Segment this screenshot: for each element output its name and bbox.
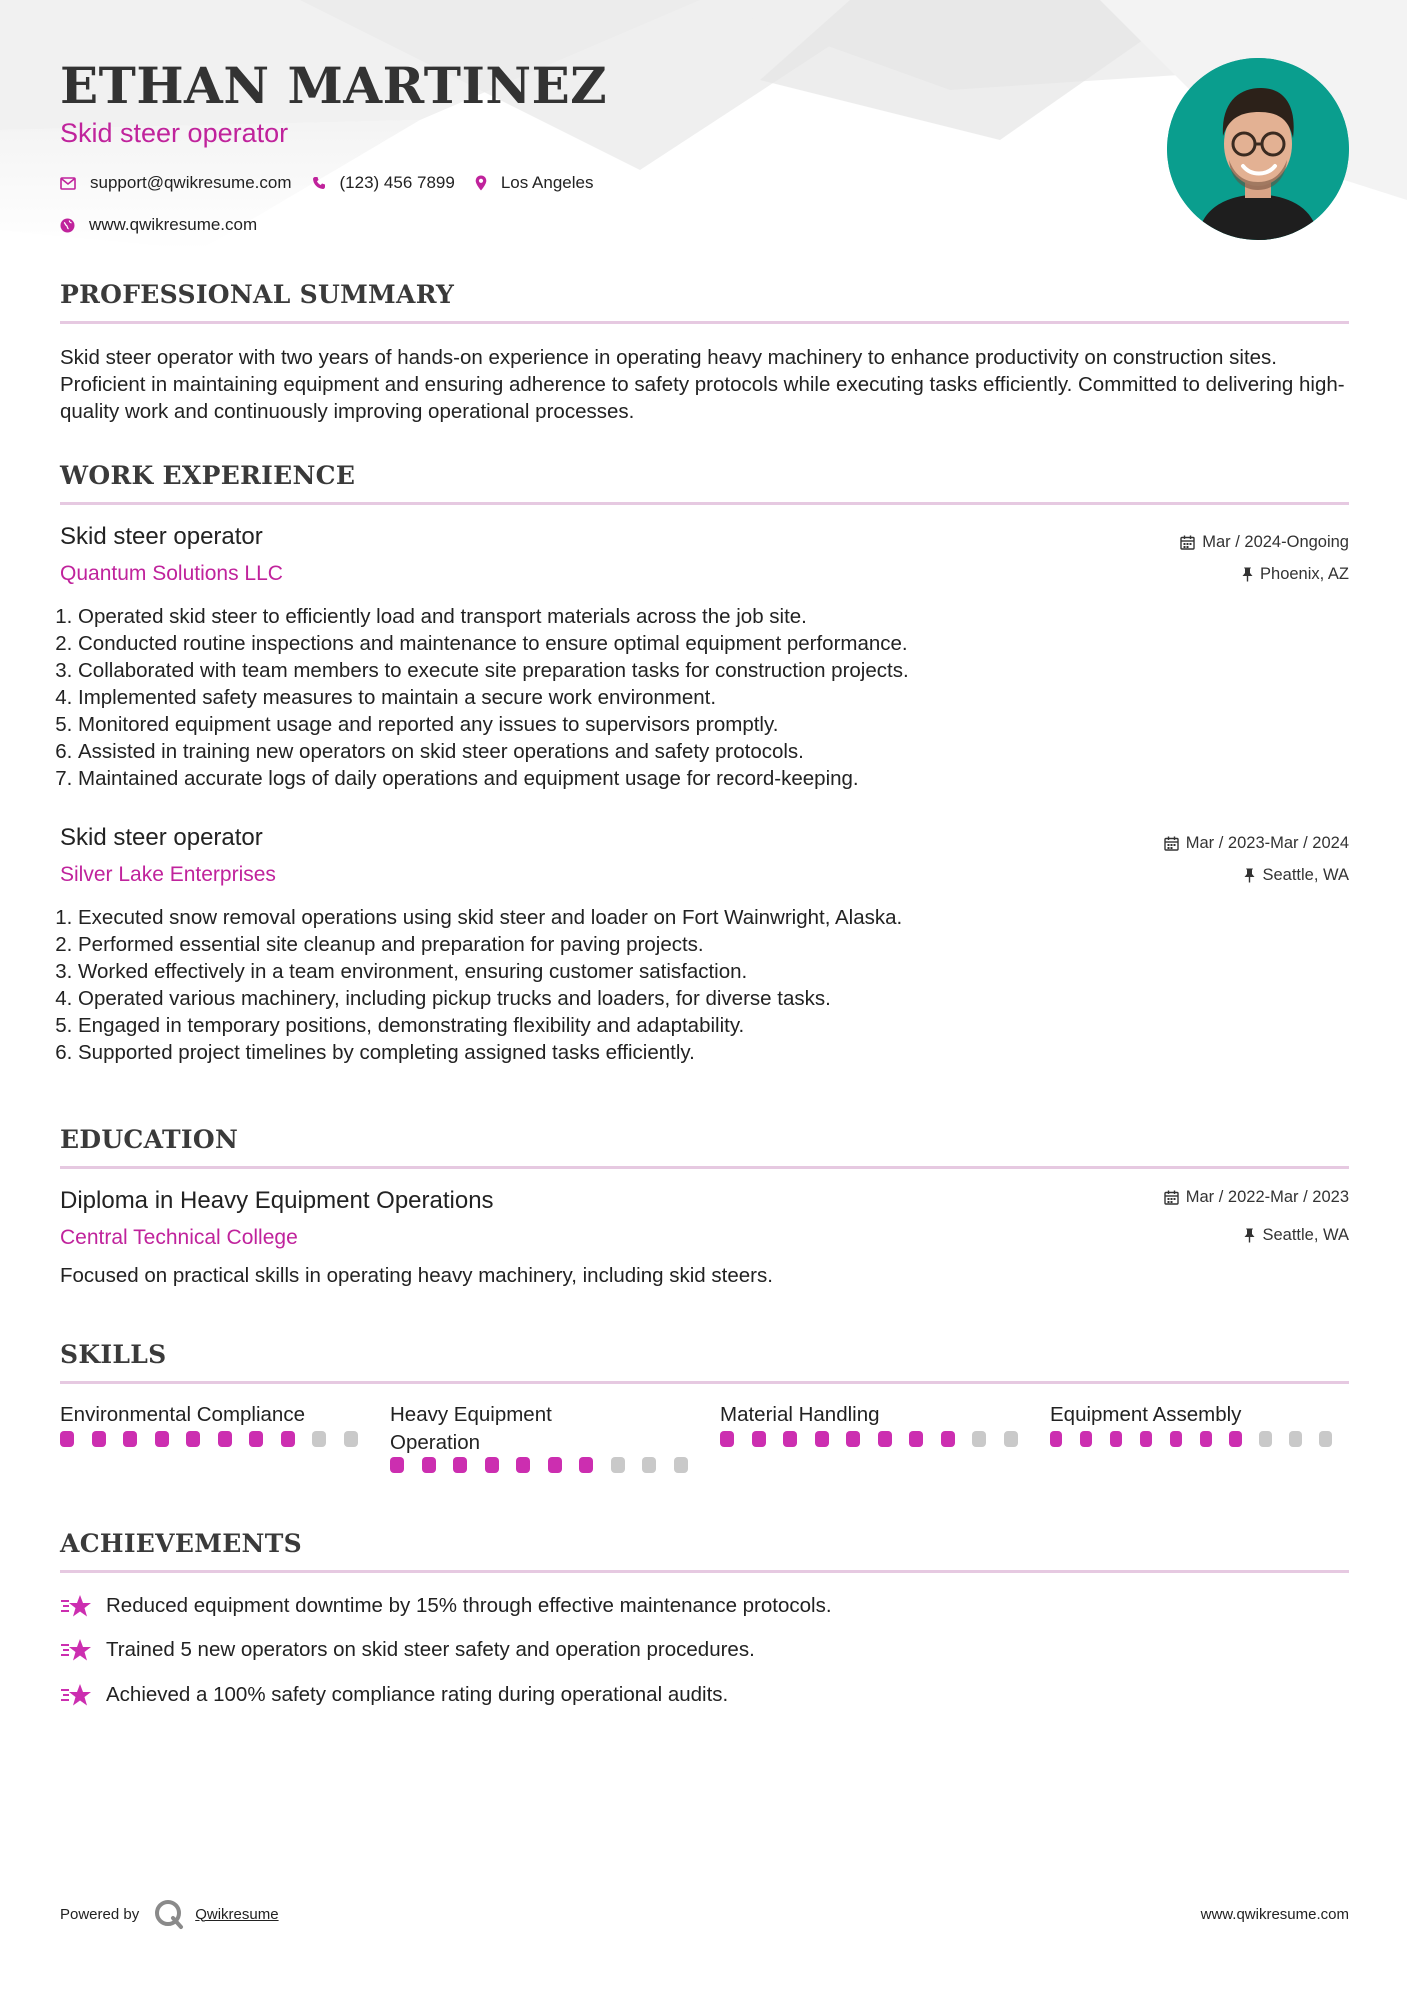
education-divider: [60, 1166, 1349, 1169]
rating-dot-filled: [218, 1431, 232, 1447]
job-1-location: [1242, 565, 1349, 584]
achievements-divider: [60, 1570, 1349, 1573]
rating-dot-filled: [878, 1431, 892, 1447]
phone-item: [312, 173, 455, 193]
rating-dot-empty: [1004, 1431, 1018, 1447]
rating-dot-filled: [1229, 1431, 1241, 1447]
star-icon: [60, 1593, 92, 1619]
skill-name: Heavy Equipment Operation: [390, 1403, 552, 1454]
job-2-location: [1244, 866, 1349, 885]
rating-dot-filled: [846, 1431, 860, 1447]
skill-rating: [720, 1431, 1050, 1447]
job-1-company: Quantum Solutions LLC: [60, 562, 283, 585]
job-2-location-text: Seattle, WA: [1262, 866, 1349, 884]
job-1-date: [1180, 533, 1349, 552]
job-1-duties: [54, 603, 909, 792]
star-icon: [60, 1637, 92, 1663]
website-item: [60, 215, 257, 235]
list-item: 1. Operated skid steer to efficiently load and transport materials across the job site.: [78, 603, 909, 630]
job-2-company: Silver Lake Enterprises: [60, 863, 276, 886]
achievement-text: Trained 5 new operators on skid steer safety and operation procedures.: [106, 1638, 755, 1661]
education-degree: Diploma in Heavy Equipment Operations: [60, 1187, 494, 1214]
website-text[interactable]: www.qwikresume.com: [89, 215, 258, 234]
rating-dot-filled: [249, 1431, 263, 1447]
rating-dot-filled: [390, 1457, 404, 1473]
job-title: Skid steer operator: [60, 118, 289, 148]
star-icon: [60, 1682, 92, 1708]
rating-dot-filled: [1080, 1431, 1092, 1447]
achievements-heading: ACHIEVEMENTS: [60, 1529, 302, 1558]
job-2-duties: [54, 904, 902, 1066]
rating-dot-filled: [752, 1431, 766, 1447]
rating-dot-empty: [1289, 1431, 1301, 1447]
job-2-date: [1164, 834, 1349, 853]
achievement-text: Reduced equipment downtime by 15% through effective maintenance protocols.: [106, 1594, 832, 1617]
candidate-name: ETHAN MARTINEZ: [60, 56, 608, 115]
list-item: 2. Performed essential site cleanup and preparation for paving projects.: [78, 931, 902, 958]
location-item: [475, 173, 594, 193]
location-text: Los Angeles: [500, 173, 594, 192]
rating-dot-filled: [453, 1457, 467, 1473]
summary-text: Skid steer operator with two years of hands-on experience in operating heavy machinery to enhance productivity on construction sites. Proficient in maintaining equipment and ensuring adherence to safety protocols while executing tasks efficiently. Committed to delivering high-quality work and continuously improving operational processes.: [60, 346, 1345, 423]
skill-rating: [1050, 1431, 1349, 1447]
email-item: [60, 173, 292, 193]
education-location-text: Seattle, WA: [1262, 1226, 1349, 1244]
rating-dot-empty: [1319, 1431, 1331, 1447]
skills-list: [60, 1401, 1349, 1473]
pushpin-icon: [1244, 1228, 1255, 1243]
rating-dot-filled: [548, 1457, 562, 1473]
rating-dot-empty: [674, 1457, 688, 1473]
education-date-text: Mar / 2022-Mar / 2023: [1185, 1188, 1349, 1206]
rating-dot-empty: [972, 1431, 986, 1447]
rating-dot-filled: [92, 1431, 106, 1447]
qwikresume-logo-icon: [153, 1898, 187, 1930]
rating-dot-filled: [186, 1431, 200, 1447]
phone-text[interactable]: (123) 456 7899: [339, 173, 455, 192]
rating-dot-filled: [783, 1431, 797, 1447]
profile-photo: [1167, 58, 1349, 240]
skill-rating: [60, 1431, 390, 1447]
rating-dot-filled: [1170, 1431, 1182, 1447]
achievement-item: [60, 1593, 832, 1619]
education-date: [1164, 1188, 1349, 1207]
job-1-location-text: Phoenix, AZ: [1260, 565, 1349, 583]
pushpin-icon: [1242, 567, 1253, 582]
list-item: 1. Executed snow removal operations using skid steer and loader on Fort Wainwright, Alaska.: [78, 904, 902, 931]
pushpin-icon: [1244, 868, 1255, 883]
envelope-icon: [60, 177, 76, 190]
education-description: Focused on practical skills in operating heavy machinery, including skid steers.: [60, 1264, 773, 1287]
qwikresume-link[interactable]: Qwikresume: [195, 1905, 279, 1923]
list-item: 4. Operated various machinery, including pickup trucks and loaders, for diverse tasks.: [78, 985, 902, 1012]
calendar-icon: [1164, 1190, 1179, 1205]
rating-dot-filled: [422, 1457, 436, 1473]
list-item: 6. Supported project timelines by completing assigned tasks efficiently.: [78, 1039, 902, 1066]
skill-name: Environmental Compliance: [60, 1403, 305, 1426]
skill-item: [720, 1401, 1050, 1473]
rating-dot-filled: [1050, 1431, 1062, 1447]
education-heading: EDUCATION: [60, 1125, 239, 1154]
rating-dot-filled: [909, 1431, 923, 1447]
achievement-text: Achieved a 100% safety compliance rating during operational audits.: [106, 1683, 729, 1706]
rating-dot-empty: [312, 1431, 326, 1447]
list-item: 6. Assisted in training new operators on skid steer operations and safety protocols.: [78, 738, 909, 765]
rating-dot-filled: [815, 1431, 829, 1447]
education-location: [1244, 1226, 1349, 1245]
list-item: 5. Engaged in temporary positions, demonstrating flexibility and adaptability.: [78, 1012, 902, 1039]
rating-dot-filled: [60, 1431, 74, 1447]
job-2-date-text: Mar / 2023-Mar / 2024: [1185, 834, 1349, 852]
rating-dot-filled: [123, 1431, 137, 1447]
experience-heading: WORK EXPERIENCE: [60, 461, 356, 490]
contact-row-1: [60, 173, 613, 193]
rating-dot-empty: [1259, 1431, 1271, 1447]
list-item: 7. Maintained accurate logs of daily operations and equipment usage for record-keeping.: [78, 765, 909, 792]
skill-item: [1050, 1401, 1349, 1473]
calendar-icon: [1180, 535, 1195, 550]
rating-dot-empty: [344, 1431, 358, 1447]
job-1-title: Skid steer operator: [60, 523, 263, 550]
skill-name: Equipment Assembly: [1050, 1403, 1242, 1426]
job-2-title: Skid steer operator: [60, 824, 263, 851]
rating-dot-filled: [579, 1457, 593, 1473]
achievement-item: [60, 1682, 728, 1708]
achievement-item: [60, 1637, 755, 1663]
summary-heading: PROFESSIONAL SUMMARY: [60, 280, 455, 309]
list-item: 3. Collaborated with team members to execute site preparation tasks for construction projects.: [78, 657, 909, 684]
contact-row-2: [60, 215, 277, 235]
rating-dot-empty: [642, 1457, 656, 1473]
footer-powered-by: [60, 1898, 279, 1930]
rating-dot-filled: [281, 1431, 295, 1447]
rating-dot-filled: [720, 1431, 734, 1447]
powered-by-label: Powered by: [60, 1905, 140, 1923]
rating-dot-filled: [1200, 1431, 1212, 1447]
globe-icon: [60, 218, 75, 233]
phone-icon: [312, 176, 326, 190]
rating-dot-empty: [611, 1457, 625, 1473]
rating-dot-filled: [155, 1431, 169, 1447]
summary-divider: [60, 321, 1349, 324]
skill-rating: [390, 1457, 720, 1473]
calendar-icon: [1164, 836, 1179, 851]
map-pin-icon: [475, 175, 487, 191]
experience-divider: [60, 502, 1349, 505]
skill-item: [390, 1401, 720, 1473]
skill-name: Material Handling: [720, 1403, 880, 1426]
list-item: 5. Monitored equipment usage and reported any issues to supervisors promptly.: [78, 711, 909, 738]
rating-dot-filled: [1140, 1431, 1152, 1447]
email-text[interactable]: support@qwikresume.com: [90, 173, 292, 192]
job-1-date-text: Mar / 2024-Ongoing: [1202, 533, 1349, 551]
list-item: 3. Worked effectively in a team environment, ensuring customer satisfaction.: [78, 958, 902, 985]
rating-dot-filled: [941, 1431, 955, 1447]
footer-website[interactable]: www.qwikresume.com: [1200, 1906, 1349, 1923]
list-item: 2. Conducted routine inspections and maintenance to ensure optimal equipment performance.: [78, 630, 909, 657]
avatar: [1167, 58, 1349, 240]
rating-dot-filled: [485, 1457, 499, 1473]
skills-heading: SKILLS: [60, 1340, 167, 1369]
rating-dot-filled: [1110, 1431, 1122, 1447]
rating-dot-filled: [516, 1457, 530, 1473]
education-school: Central Technical College: [60, 1226, 298, 1249]
skills-divider: [60, 1381, 1349, 1384]
skill-item: [60, 1401, 390, 1473]
list-item: 4. Implemented safety measures to maintain a secure work environment.: [78, 684, 909, 711]
